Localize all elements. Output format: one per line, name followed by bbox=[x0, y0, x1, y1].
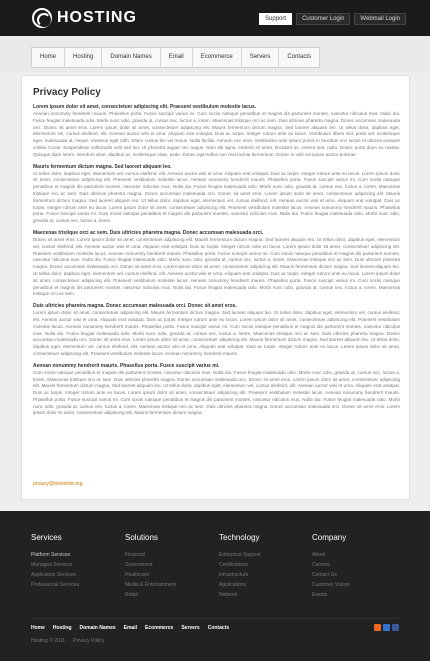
delicious-icon[interactable] bbox=[383, 624, 390, 631]
footer-link[interactable]: About bbox=[312, 552, 326, 558]
support-button[interactable]: Support bbox=[259, 13, 292, 25]
footer-link[interactable]: Platform Services bbox=[31, 552, 71, 558]
copyright-line bbox=[31, 638, 104, 644]
webmail-login-button[interactable]: Webmail Login bbox=[354, 13, 406, 25]
section-text: Donec sit amet eros. Lorem ipsum dolor sit amet, consectetuer adipiscing elit. Mauris fermentum dictum magna. Sed laoreet aliquam leo. Ut tellus dolor, dapibus eget, elementum vel, cursus eleifend, elit. Aenean auctor wisi et urna. Aliquam erat volutpat. Duis ac turpis. Integer rutrum ante eu lacus. Lorem ipsum dolor sit amet, consectetuer adipiscing elit. Praesent vestibulum molestie lacus. Aenean nonummy hendrerit mauris. Phasellus porta. Fusce suscipit varius mi. Cum sociis natoque penatibus et magnis dis parturient montes, nascetur ridiculus mus. Nulla dui. Fusce feugiat malesuada odio. Morbi nunc odio, gravida at, cursus nec, luctus a, lorem. Maecenas tristique orci ac sem. Duis ultricies pharetra magna. Donec accumsan malesuada orci. Donec sit amet eros. Lorem ipsum dolor sit amet, consectetuer adipiscing elit. Mauris fermentum dictum magna. Sed laoreet aliquam leo. Ut tellus dolor, dapibus eget, elementum vel, cursus eleifend, elit. Aenean auctor wisi et urna. Aliquam erat volutpat. Duis ac turpis. Integer rutrum ante eu lacus. Lorem ipsum dolor sit amet, consectetuer adipiscing elit. Praesent vestibulum molestie lacus. Aenean nonummy hendrerit mauris. Phasellus porta. Fusce suscipit varius mi. Cum sociis natoque penatibus et magnis dis parturient montes, nascetur ridiculus mus. Nulla dui. Fusce feugiat malesuada odio. Morbi nunc odio, gravida at, cursus nec, luctus a, lorem. Maecenas tristique orci ac sem. bbox=[33, 236, 400, 297]
copyright-text: Hosting © 2011 bbox=[31, 638, 66, 644]
footer-link[interactable]: Careers bbox=[312, 562, 330, 568]
social-icons bbox=[374, 624, 399, 631]
footer-link[interactable]: Healthcare bbox=[125, 572, 150, 578]
nav-email[interactable]: Email bbox=[161, 48, 193, 67]
footer-nav-email[interactable]: Email bbox=[123, 625, 137, 631]
nav-ecommerce[interactable]: Ecommerce bbox=[193, 48, 242, 67]
footer-nav bbox=[31, 625, 229, 631]
policy-section bbox=[33, 164, 400, 225]
footer-link[interactable]: Managed Services bbox=[31, 562, 73, 568]
footer-link[interactable]: Network bbox=[219, 592, 238, 598]
footer-nav-hosting[interactable]: Hosting bbox=[52, 625, 72, 631]
footer-column-title: Company bbox=[312, 533, 347, 542]
footer-column-solutions bbox=[125, 533, 215, 600]
policy-section bbox=[33, 104, 400, 159]
site-header bbox=[0, 0, 430, 36]
nav-hosting[interactable]: Hosting bbox=[65, 48, 102, 67]
footer-link[interactable]: Infrastructure bbox=[219, 572, 249, 578]
footer-link[interactable]: Media & Entertainment bbox=[125, 582, 176, 588]
rss-icon[interactable] bbox=[374, 624, 381, 631]
footer-link[interactable]: Customer Voices bbox=[312, 582, 350, 588]
nav-servers[interactable]: Servers bbox=[242, 48, 280, 67]
footer-link[interactable]: Government bbox=[125, 562, 153, 568]
footer-nav-domain-names[interactable]: Domain Names bbox=[79, 625, 116, 631]
footer-link[interactable]: Applications bbox=[219, 582, 246, 588]
footer-column-services bbox=[31, 533, 121, 590]
section-text: Lorem ipsum dolor sit amet, consectetuer adipiscing elit. Mauris fermentum dictum magna. Sed laoreet aliquam leo. Ut tellus dolor, dapibus eget, elementum vel, cursus eleifend, elit. Aenean auctor wisi et urna. Aliquam erat volutpat. Duis ac turpis. Integer rutrum ante eu lacus. Lorem ipsum dolor sit amet, consectetuer adipiscing elit. Praesent vestibulum molestie lacus. Aenean nonummy hendrerit mauris. Phasellus porta. Fusce suscipit varius mi. Cum sociis natoque penatibus et magnis dis parturient montes, nascetur ridiculus mus. Nulla dui. Fusce feugiat malesuada odio. Morbi nunc odio, gravida at, cursus nec, luctus a, lorem. Maecenas tristique orci ac sem. Duis ultricies pharetra magna. Donec accumsan malesuada orci. Donec sit amet eros. Lorem ipsum dolor sit amet, consectetuer adipiscing elit. Mauris fermentum dictum magna. Sed laoreet aliquam leo. Ut tellus dolor, dapibus eget, elementum vel, cursus eleifend, elit. Aenean auctor wisi et urna. Aliquam erat volutpat. Duis ac turpis. Integer rutrum ante eu lacus. Lorem ipsum dolor sit amet, consectetuer adipiscing elit. Praesent vestibulum molestie lacus. Aenean nonummy hendrerit mauris. bbox=[33, 310, 400, 356]
footer-link[interactable]: Application Services bbox=[31, 572, 77, 578]
footer-link[interactable]: Contact Us bbox=[312, 572, 337, 578]
footer-link[interactable]: Retail bbox=[125, 592, 138, 598]
facebook-icon[interactable] bbox=[392, 624, 399, 631]
footer-column-title: Solutions bbox=[125, 533, 158, 542]
page-title: Privacy Policy bbox=[33, 87, 101, 98]
footer-link[interactable]: Enterprise Support bbox=[219, 552, 261, 558]
policy-section bbox=[33, 230, 400, 298]
section-heading: Maecenas tristique orci ac sem. Duis ultricies pharetra magna. Donec accumsan malesuada orci. bbox=[33, 229, 264, 236]
site-footer bbox=[0, 511, 430, 661]
footer-divider bbox=[31, 618, 399, 619]
privacy-policy-link[interactable]: Privacy Policy bbox=[73, 638, 105, 644]
policy-section bbox=[33, 303, 400, 358]
logo-text: HOSTING bbox=[57, 9, 137, 26]
section-text: Aenean nonummy hendrerit mauris. Phasellus porta. Fusce suscipit varius mi. Cum sociis natoque penatibus et magnis dis parturient montes, nascetur ridiculus mus. Nulla dui. Fusce feugiat malesuada odio. Morbi nunc odio, gravida at, cursus nec, luctus a, lorem. Maecenas tristique orci ac sem. Duis ultricies pharetra magna. Donec accumsan malesuada orci. Donec sit amet eros. Lorem ipsum dolor sit amet, consectetuer adipiscing elit. Mauris fermentum dictum magna. Sed laoreet aliquam leo. Ut tellus dolor, dapibus eget, elementum vel, cursus eleifend, elit. Aenean auctor wisi et urna. Aliquam erat volutpat. Duis ac turpis. Integer rutrum ante eu lacus. Vestibulum libero nisl, porta vel, scelerisque eget, malesuada at, neque. Vivamus eget nibh. Etiam cursus leo vel metus. Nulla facilisi. Aenean nec eros. Vestibulum ante ipsum primis in faucibus orci luctus et ultrices posuere cubilia Curae; Suspendisse sollicitudin velit sed leo. Ut pharetra augue nec augue. Nam elit agna, endrerit sit amet, tincidunt ac, viverra sed, nulla. Donec porta diam eu massa. Quisque diam lorem, interdum vitae, dapibus ac, scelerisque vitae, pede. Donec eget tellus non erat lacinia fermentum. Donec in velit vel ipsum auctor pulvinar. bbox=[33, 111, 400, 157]
footer-link[interactable]: Events bbox=[312, 592, 328, 598]
nav-home[interactable]: Home bbox=[32, 48, 65, 67]
section-text: Cum sociis natoque penatibus et magnis dis parturient montes, nascetur ridiculus mus. Nulla dui. Fusce feugiat malesuada odio. Morbi nunc odio, gravida at, cursus nec, luctus a, lorem. Maecenas tristique orci ac sem. Duis ultricies pharetra magna. Donec accumsan malesuada orci. Donec sit amet eros. Lorem ipsum dolor sit amet, consectetuer adipiscing elit. Mauris fermentum dictum magna. Sed laoreet aliquam leo. Ut tellus dolor, dapibus eget, elementum vel, cursus eleifend, elit. Aenean auctor wisi et urna. Aliquam erat volutpat. Duis ac turpis. Integer rutrum ante eu lacus. Lorem ipsum dolor sit amet, consectetuer adipiscing elit. Praesent vestibulum molestie lacus. Aenean nonummy hendrerit mauris. Phasellus porta. Fusce suscipit varius mi. Cum sociis natoque penatibus et magnis dis parturient montes, nascetur ridiculus mus. Nulla dui. Fusce feugiat malesuada odio. Morbi nunc odio, gravida at, cursus nec, luctus a, lorem. Maecenas tristique orci ac sem. Duis ultricies pharetra magna. Donec accumsan malesuada orci. Donec sit amet eros. Lorem ipsum dolor sit amet, consectetuer adipiscing elit. Mauris fermentum dictum magna. bbox=[33, 369, 400, 416]
footer-column-title: Technology bbox=[219, 533, 260, 542]
section-heading: Aenean nonummy hendrerit mauris. Phasellus porta. Fusce suscipit varius mi. bbox=[33, 362, 220, 369]
section-heading: Duis ultricies pharetra magna. Donec accumsan malesuada orci. Donec sit amet eros. bbox=[33, 303, 237, 310]
footer-column-title: Services bbox=[31, 533, 62, 542]
logo-icon bbox=[32, 8, 52, 28]
footer-link[interactable]: Financial bbox=[125, 552, 146, 558]
footer-column-company bbox=[312, 533, 402, 600]
nav-domain-names[interactable]: Domain Names bbox=[102, 48, 160, 67]
privacy-email-link[interactable]: privacy@demolink.org bbox=[33, 481, 83, 487]
nav-contacts[interactable]: Contacts bbox=[287, 54, 312, 60]
section-text: Ut tellus dolor, dapibus eget, elementum vel, cursus eleifend, elit. Aenean auctor wisi et urna. Aliquam erat volutpat. Duis ac turpis. Integer rutrum ante eu lacus. Lorem ipsum dolor sit amet, consectetuer adipiscing elit. Praesent vestibulum molestie lacus. Aenean nonummy hendrerit mauris. Phasellus porta. Fusce suscipit varius mi. Cum sociis natoque penatibus et magnis dis parturient montes, nascetur ridiculus mus. Nulla dui. Fusce feugiat malesuada odio. Morbi nunc odio, gravida at, cursus nec, luctus a, lorem. Maecenas tristique orci ac sem. Duis ultricies pharetra magna. Donec accumsan malesuada orci. Donec sit amet eros. Lorem ipsum dolor sit amet, consectetuer adipiscing elit. Mauris fermentum dictum magna. Sed laoreet aliquam leo. Ut tellus dolor, dapibus eget, elementum vel, cursus eleifend, elit. Aenean auctor wisi et urna. Aliquam erat volutpat. Duis ac turpis. Integer rutrum ante eu lacus. Lorem ipsum dolor sit amet, consectetuer adipiscing elit. Praesent vestibulum molestie lacus. Aenean nonummy hendrerit mauris. Phasellus porta. Fusce suscipit varius mi. Cum sociis natoque penatibus et magnis dis parturient montes, nascetur ridiculus mus. Nulla dui. Fusce feugiat malesuada odio. Morbi nunc odio, gravida at, cursus nec, luctus a, lorem. bbox=[33, 170, 400, 224]
top-buttons bbox=[259, 13, 406, 25]
footer-link[interactable]: Professional Services bbox=[31, 582, 80, 588]
footer-nav-servers[interactable]: Servers bbox=[181, 625, 200, 631]
policy-section bbox=[33, 363, 400, 418]
customer-login-button[interactable]: Customer Login bbox=[296, 13, 350, 25]
section-heading: Mauris fermentum dictum magna. Sed laoreet aliquam leo. bbox=[33, 163, 172, 170]
footer-link[interactable]: Certifications bbox=[219, 562, 248, 568]
footer-nav-home[interactable]: Home bbox=[31, 625, 45, 631]
footer-nav-contacts[interactable]: Contacts bbox=[207, 625, 230, 631]
main-nav bbox=[31, 47, 320, 68]
section-heading: Lorem ipsum dolor sit amet, consectetuer adipiscing elit. Praesent vestibulum molestie lacus. bbox=[33, 104, 257, 110]
policy-content bbox=[33, 104, 400, 422]
content-panel bbox=[21, 75, 410, 500]
footer-nav-ecommerce[interactable]: Ecommerce bbox=[144, 625, 174, 631]
footer-column-technology bbox=[219, 533, 309, 600]
logo[interactable] bbox=[32, 8, 137, 28]
nav-bar bbox=[0, 36, 430, 72]
